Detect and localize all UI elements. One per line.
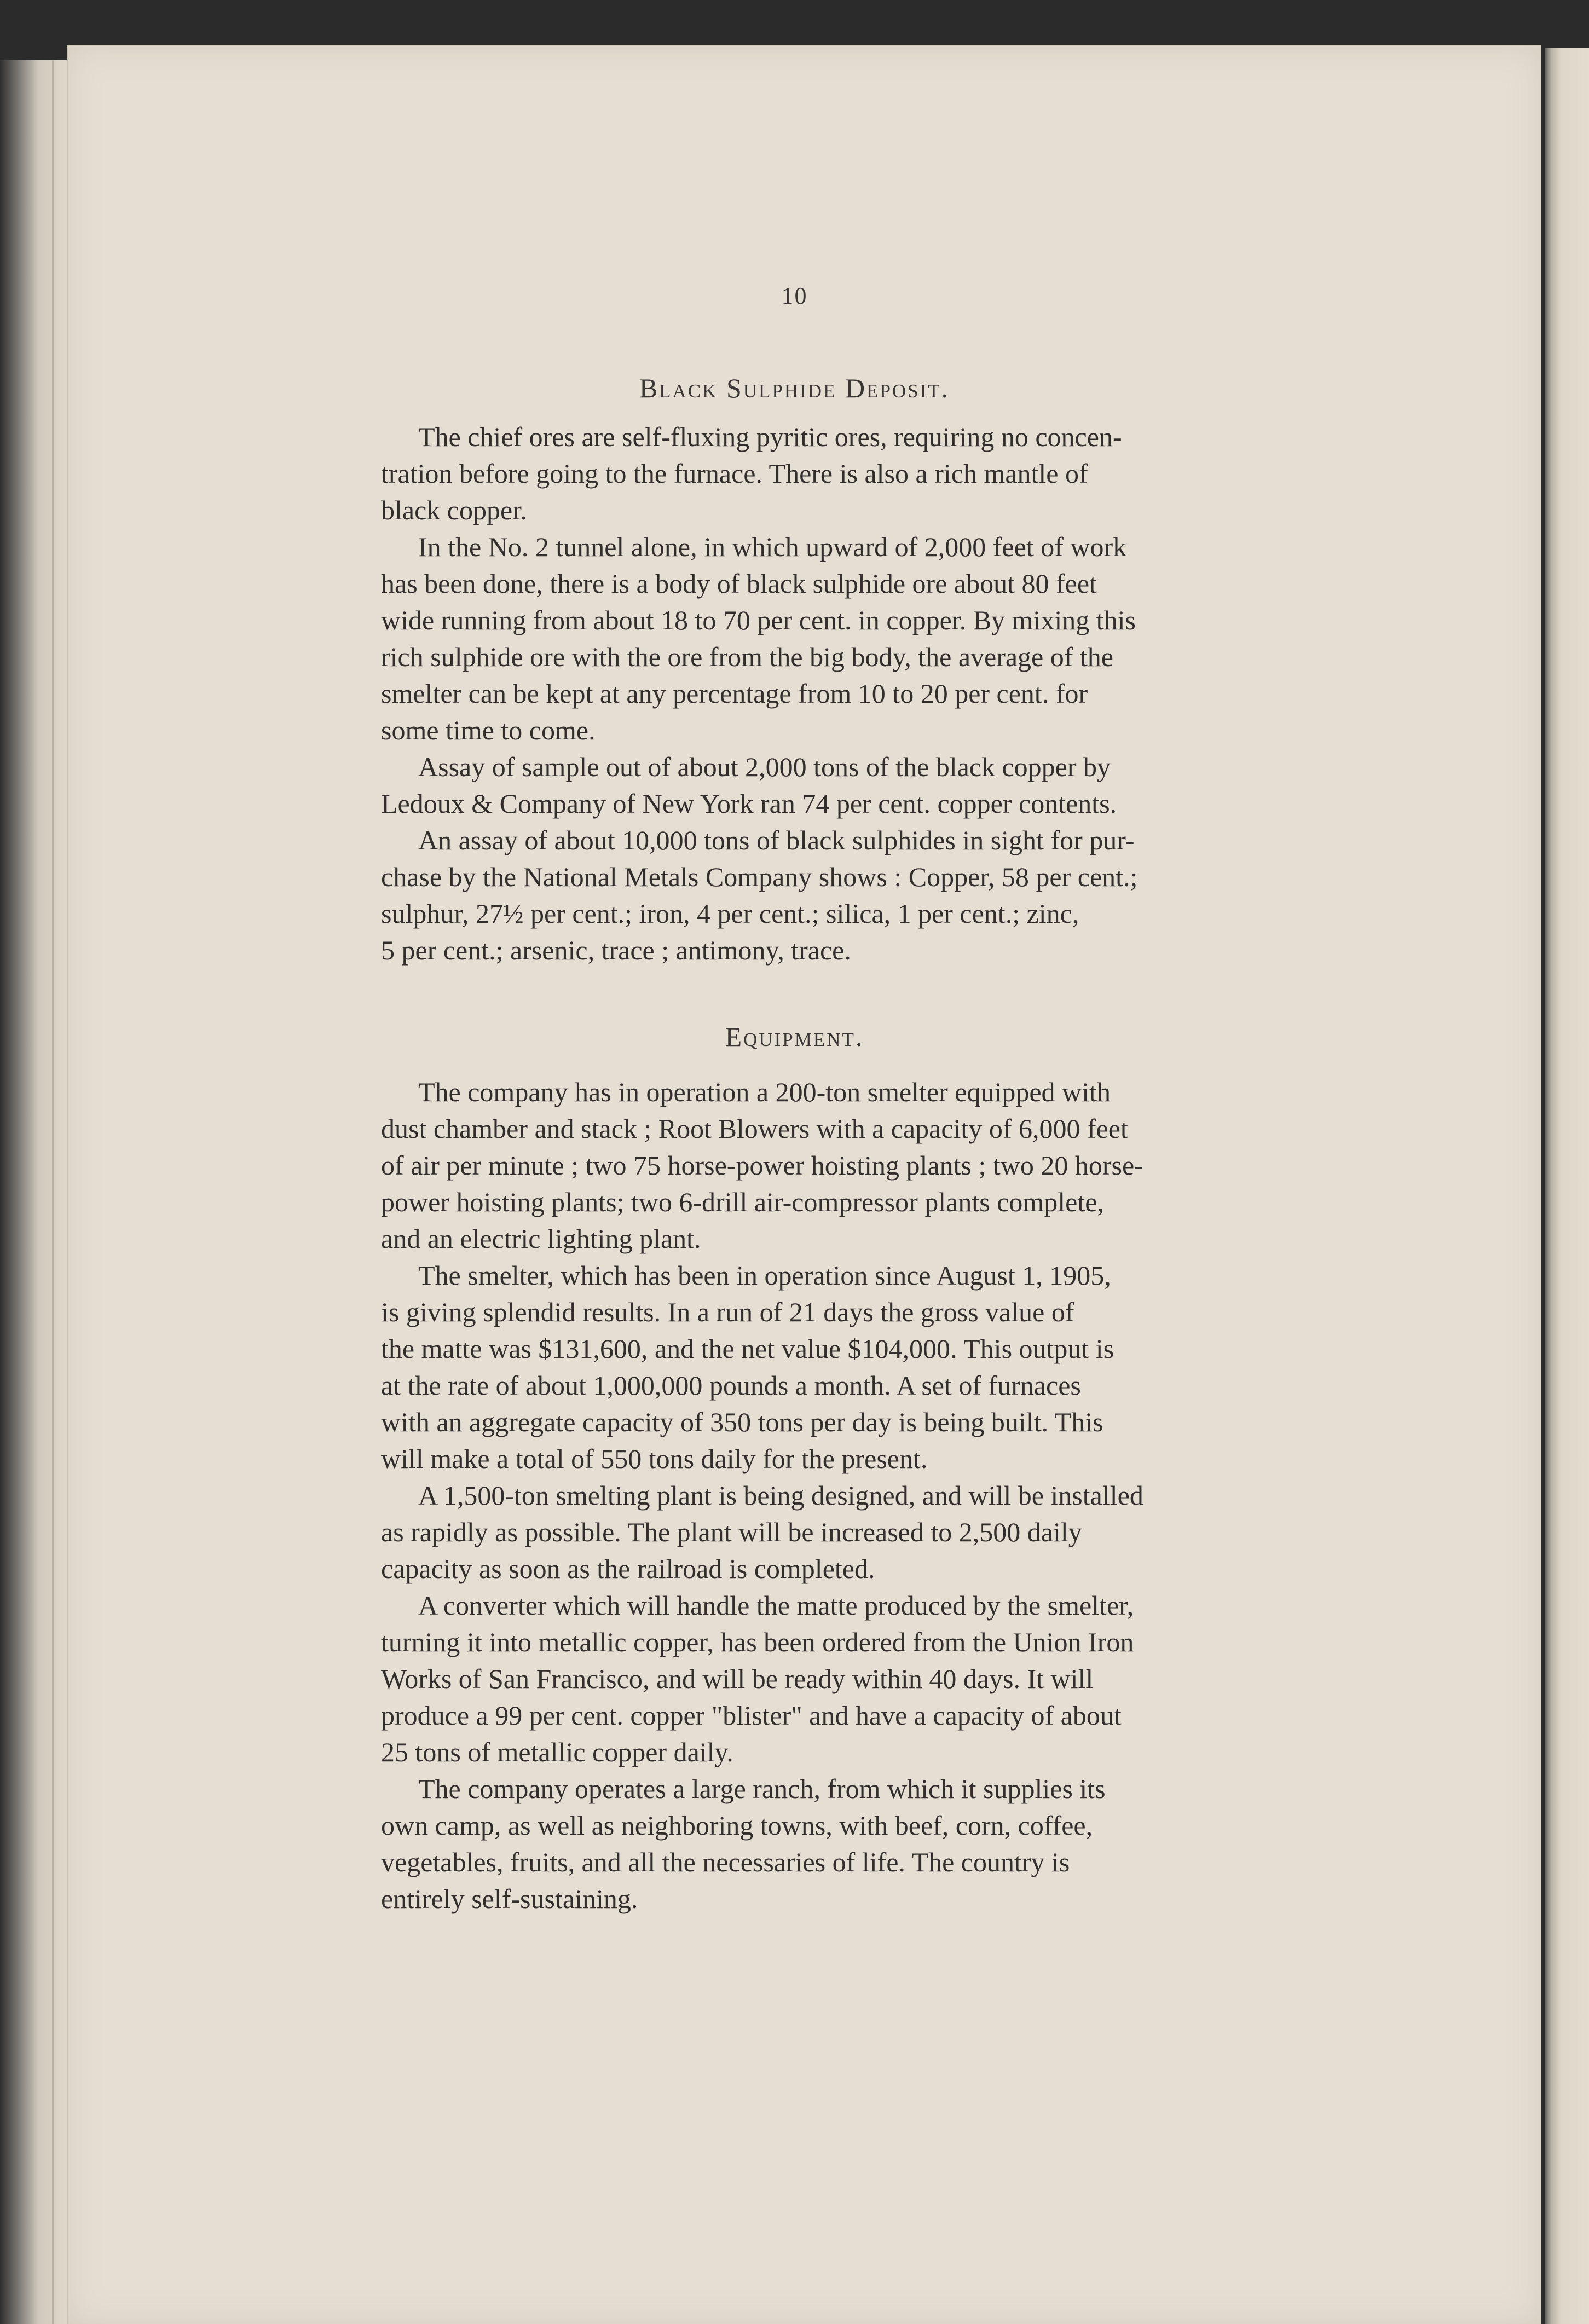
paragraph-line: Assay of sample out of about 2,000 tons of the black copper by xyxy=(418,751,1111,782)
paragraph-line: some time to come. xyxy=(381,715,596,745)
paragraph-line: black copper. xyxy=(381,495,527,525)
paragraph-line: The company operates a large ranch, from which it supplies its xyxy=(418,1773,1106,1804)
paragraph-line: entirely self-sustaining. xyxy=(381,1883,638,1914)
paragraph-line: the matte was $131,600, and the net value $104,000. This output is xyxy=(381,1333,1114,1364)
paragraph-line: vegetables, fruits, and all the necessaries of life. The country is xyxy=(381,1847,1070,1877)
paragraph-line: 25 tons of metallic copper daily. xyxy=(381,1737,733,1767)
paragraph-line: power hoisting plants; two 6-drill air-compressor plants complete, xyxy=(381,1187,1104,1217)
paragraph-line: at the rate of about 1,000,000 pounds a month. A set of furnaces xyxy=(381,1370,1081,1401)
paragraph-line: sulphur, 27½ per cent.; iron, 4 per cent.; silica, 1 per cent.; zinc, xyxy=(381,898,1079,929)
paragraph-line: A 1,500-ton smelting plant is being designed, and will be installed xyxy=(418,1480,1143,1511)
paragraph-line: dust chamber and stack ; Root Blowers with a capacity of 6,000 feet xyxy=(381,1113,1128,1144)
paragraph-line: chase by the National Metals Company shows : Copper, 58 per cent.; xyxy=(381,862,1138,892)
paragraph-line: The chief ores are self-fluxing pyritic ores, requiring no concen- xyxy=(418,421,1122,452)
paragraph-line: Ledoux & Company of New York ran 74 per cent. copper contents. xyxy=(381,788,1117,819)
paragraph-line: with an aggregate capacity of 350 tons per day is being built. This xyxy=(381,1407,1103,1437)
paragraph-line: The smelter, which has been in operation since August 1, 1905, xyxy=(418,1260,1111,1291)
paragraph-line: as rapidly as possible. The plant will be increased to 2,500 daily xyxy=(381,1517,1082,1547)
section-heading-black-sulphide: Black Sulphide Deposit. xyxy=(639,373,950,403)
paragraph-line: The company has in operation a 200-ton smelter equipped with xyxy=(418,1077,1111,1107)
paragraph-line: capacity as soon as the railroad is completed. xyxy=(381,1553,875,1584)
paragraph-line: An assay of about 10,000 tons of black sulphides in sight for pur- xyxy=(418,825,1135,855)
paragraph-line: own camp, as well as neighboring towns, with beef, corn, coffee, xyxy=(381,1810,1093,1841)
paragraph-line: Works of San Francisco, and will be ready within 40 days. It will xyxy=(381,1663,1094,1694)
paragraph-line: is giving splendid results. In a run of 21 days the gross value of xyxy=(381,1297,1074,1327)
paragraph-line: of air per minute ; two 75 horse-power hoisting plants ; two 20 horse- xyxy=(381,1150,1143,1181)
paragraph-line: wide running from about 18 to 70 per cent. in copper. By mixing this xyxy=(381,605,1136,635)
section-heading-equipment: Equipment. xyxy=(725,1021,864,1052)
paragraph-line: will make a total of 550 tons daily for the present. xyxy=(381,1443,928,1474)
paragraph-line: 5 per cent.; arsenic, trace ; antimony, trace. xyxy=(381,935,851,966)
paragraph-line: and an electric lighting plant. xyxy=(381,1223,701,1254)
paragraph-line: has been done, there is a body of black sulphide ore about 80 feet xyxy=(381,568,1097,599)
paragraph-line: smelter can be kept at any percentage from 10 to 20 per cent. for xyxy=(381,678,1088,709)
paragraph-line: A converter which will handle the matte produced by the smelter, xyxy=(418,1590,1134,1621)
paragraph-line: In the No. 2 tunnel alone, in which upward of 2,000 feet of work xyxy=(418,531,1127,562)
paragraph-line: rich sulphide ore with the ore from the big body, the average of the xyxy=(381,641,1113,672)
page-number: 10 xyxy=(781,282,808,309)
paragraph-line: turning it into metallic copper, has been ordered from the Union Iron xyxy=(381,1627,1134,1657)
paragraph-line: produce a 99 per cent. copper "blister" and have a capacity of about xyxy=(381,1700,1122,1731)
paragraph-line: tration before going to the furnace. There is also a rich mantle of xyxy=(381,458,1088,489)
